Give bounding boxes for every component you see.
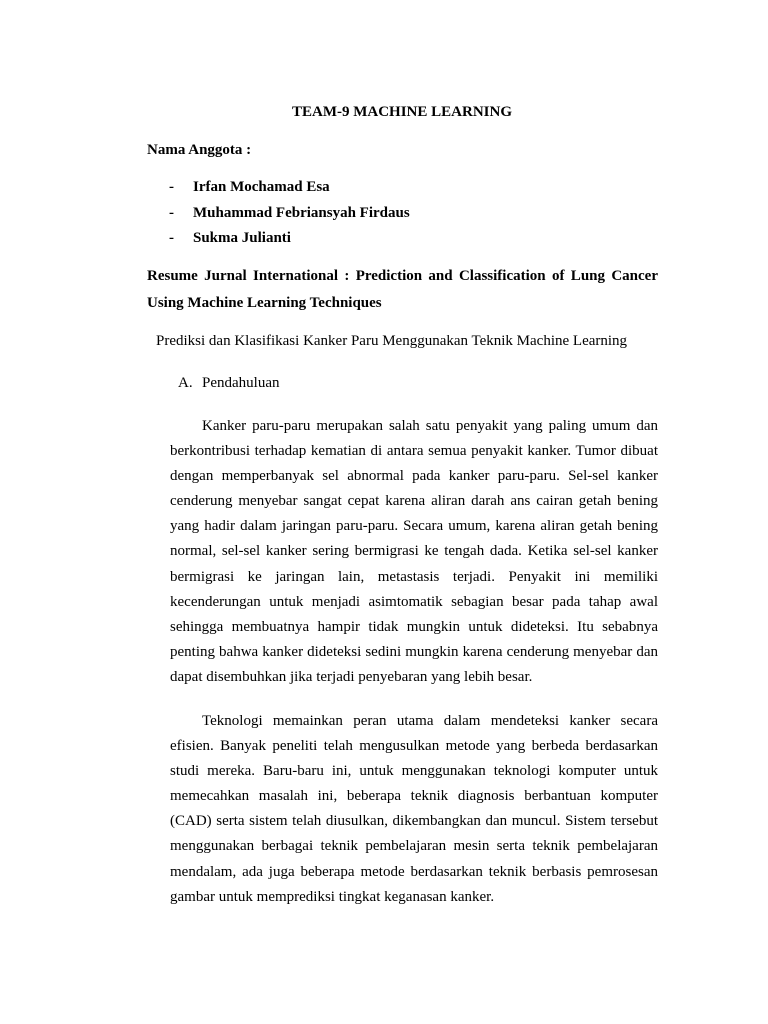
members-label: Nama Anggota :: [147, 142, 252, 158]
member-list: [169, 177, 410, 254]
paragraph: Kanker paru-paru merupakan salah satu penyakit yang paling umum dan berkontribusi terhadap kematian di antara semua penyakit kanker. Tumor dibuat dengan memperbanyak sel abnormal pada kanker paru-paru. Sel-sel kanker cenderung menyebar sangat cepat karena aliran darah ans cairan getah bening yang hadir dalam jaringan paru-paru. Secara umum, karena aliran getah bening normal, sel-sel kanker sering bermigrasi ke tengah dada. Ketika sel-sel kanker bermigrasi ke jaringan lain, metastasis terjadi. Penyakit ini memiliki kecenderungan untuk menjadi asimtomatik sebagian besar pada tahap awal sehingga membuatnya hampir tidak mungkin untuk dideteksi. Itu sebabnya penting bahwa kanker dideteksi sedini mungkin karena cenderung menyebar dan dapat disembuhkan jika terjadi penyebaran yang lebih besar.: [170, 418, 658, 685]
list-item: [169, 203, 410, 229]
list-bullet: -: [169, 179, 174, 195]
list-bullet: -: [169, 230, 174, 246]
section-heading: [178, 373, 279, 393]
list-item: [169, 228, 410, 254]
list-item: [169, 177, 410, 203]
indonesian-title: Prediksi dan Klasifikasi Kanker Paru Menggunakan Teknik Machine Learning: [156, 333, 628, 349]
section-heading-text: Pendahuluan: [202, 375, 280, 391]
member-name: Muhammad Febriansyah Firdaus: [193, 204, 410, 221]
paragraph: Teknologi memainkan peran utama dalam mendeteksi kanker secara efisien. Banyak peneliti telah mengusulkan metode yang berbeda berdasarkan studi mereka. Baru-baru ini, untuk menggunakan teknologi komputer untuk memecahkan masalah ini, beberapa teknik diagnosis berbantuan komputer (CAD) serta sistem telah diusulkan, dikembangkan dan muncul. Sistem tersebut menggunakan berbagai teknik pembelajaran mesin serta teknik pembelajaran mendalam, ada juga beberapa metode berdasarkan teknik berbasis pemrosesan gambar untuk memprediksi tingkat keganasan kanker.: [170, 713, 658, 905]
resume-title: Resume Jurnal International : Prediction and Classification of Lung Cancer Using Machine Learning Techniques: [147, 268, 658, 311]
list-bullet: -: [169, 204, 174, 221]
member-name: Sukma Julianti: [193, 230, 291, 246]
member-name: Irfan Mochamad Esa: [193, 179, 330, 195]
section-letter: A.: [178, 375, 193, 391]
document-title: TEAM-9 MACHINE LEARNING: [291, 104, 512, 120]
